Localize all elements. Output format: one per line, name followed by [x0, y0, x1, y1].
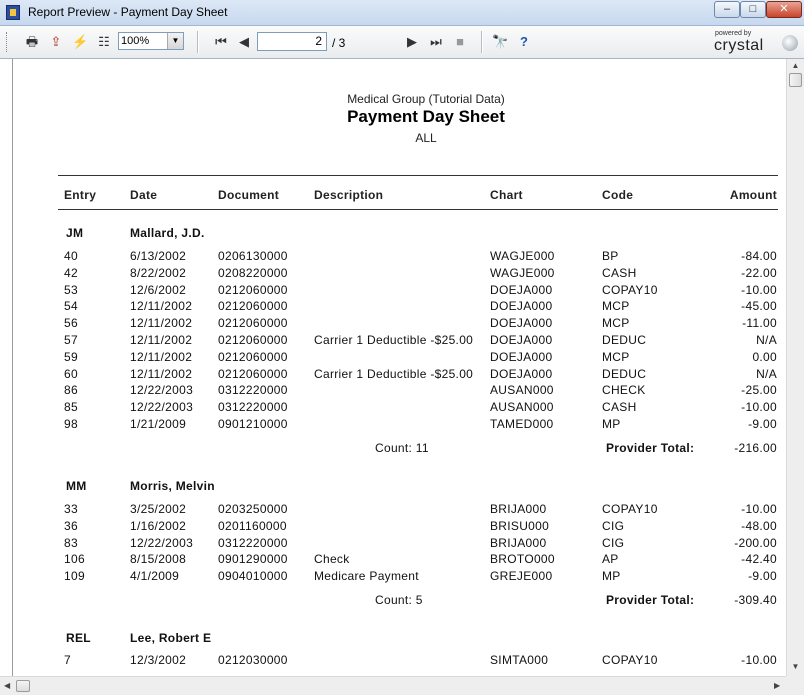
maximize-button[interactable]: □ — [740, 1, 766, 18]
provider-total-label: Provider Total: — [606, 441, 695, 455]
row-chart: BRISU000 — [490, 519, 550, 533]
first-page-icon[interactable]: ⏮ — [215, 34, 227, 49]
row-date: 12/11/2002 — [130, 299, 193, 313]
col-header-amount: Amount — [729, 188, 777, 202]
group-code: JM — [66, 226, 84, 240]
row-chart: BRIJA000 — [490, 502, 547, 516]
group-count: Count: 11 — [375, 441, 429, 455]
row-document: 0206130000 — [218, 249, 288, 263]
row-chart: DOEJA000 — [490, 367, 553, 381]
group-tree-icon[interactable]: ☷ — [98, 34, 110, 49]
col-header-code: Code — [602, 188, 634, 202]
row-code: CASH — [602, 400, 637, 414]
crystal-gem-icon — [782, 35, 798, 51]
report-title: Payment Day Sheet — [347, 107, 505, 126]
row-chart: AUSAN000 — [490, 400, 554, 414]
row-amount: N/A — [756, 333, 777, 347]
row-entry: 42 — [64, 266, 78, 280]
app-icon — [6, 5, 20, 20]
group-name: Lee, Robert E — [130, 631, 212, 645]
row-date: 12/11/2002 — [130, 367, 193, 381]
help-icon[interactable]: ? — [520, 34, 528, 49]
group-count: Count: 5 — [375, 593, 423, 607]
row-date: 6/13/2002 — [130, 249, 187, 263]
zoom-value: 100% — [121, 35, 150, 47]
row-document: 0203250000 — [218, 502, 288, 516]
row-amount: -48.00 — [741, 519, 777, 533]
row-chart: DOEJA000 — [490, 316, 553, 330]
row-date: 12/6/2002 — [130, 283, 187, 297]
print-icon[interactable]: 🖶 — [25, 34, 39, 49]
row-code: CIG — [602, 536, 625, 550]
row-entry: 60 — [64, 367, 78, 381]
row-date: 12/11/2002 — [130, 316, 193, 330]
row-code: CIG — [602, 519, 625, 533]
report-page — [13, 61, 786, 675]
col-header-document: Document — [218, 188, 280, 202]
row-code: DEDUC — [602, 333, 647, 347]
row-amount: -11.00 — [742, 316, 777, 330]
crystal-logo — [712, 29, 800, 57]
next-page-icon[interactable]: ▶ — [407, 34, 417, 49]
row-document: 0212060000 — [218, 367, 288, 381]
row-document: 0212030000 — [218, 653, 288, 667]
refresh-lightning-icon[interactable]: ⚡ — [72, 34, 89, 49]
row-amount: -10.00 — [741, 653, 777, 667]
row-date: 12/11/2002 — [130, 333, 193, 347]
row-entry: 59 — [64, 350, 78, 364]
row-entry: 86 — [64, 383, 78, 397]
row-code: MCP — [602, 316, 630, 330]
row-code: COPAY10 — [602, 502, 658, 516]
page-number-input[interactable]: 2 — [257, 32, 327, 51]
scroll-up-icon[interactable]: ▲ — [791, 61, 800, 70]
row-chart: WAGJE000 — [490, 249, 555, 263]
row-document: 0901290000 — [218, 552, 288, 566]
row-date: 12/22/2003 — [130, 400, 194, 414]
row-amount: -10.00 — [741, 283, 777, 297]
row-date: 8/22/2002 — [130, 266, 187, 280]
row-document: 0212060000 — [218, 283, 288, 297]
col-header-chart: Chart — [490, 188, 523, 202]
row-entry: 7 — [64, 653, 71, 667]
group-code: MM — [66, 479, 87, 493]
row-entry: 109 — [64, 569, 85, 583]
row-code: MP — [602, 417, 621, 431]
provider-total-label: Provider Total: — [606, 593, 695, 607]
report-subtitle: ALL — [415, 131, 437, 145]
toolbar-grip — [6, 32, 10, 52]
provider-total-value: -309.40 — [734, 593, 777, 607]
row-entry: 54 — [64, 299, 78, 313]
row-code: BP — [602, 249, 619, 263]
row-description: Medicare Payment — [314, 569, 419, 583]
row-amount: -42.40 — [741, 552, 777, 566]
row-code: MCP — [602, 350, 630, 364]
report-organization: Medical Group (Tutorial Data) — [347, 92, 505, 106]
row-description: Carrier 1 Deductible -$25.00 — [314, 333, 474, 347]
row-amount: -9.00 — [748, 569, 777, 583]
row-chart: DOEJA000 — [490, 299, 553, 313]
row-amount: -10.00 — [741, 502, 777, 516]
row-entry: 53 — [64, 283, 78, 297]
row-date: 1/21/2009 — [130, 417, 187, 431]
scroll-right-icon[interactable]: ▶ — [774, 681, 781, 690]
group-name: Mallard, J.D. — [130, 226, 205, 240]
row-entry: 83 — [64, 536, 78, 550]
row-document: 0312220000 — [218, 400, 288, 414]
row-amount: -10.00 — [741, 400, 777, 414]
row-document: 0901210000 — [218, 417, 288, 431]
row-date: 8/15/2008 — [130, 552, 187, 566]
row-document: 0312220000 — [218, 536, 288, 550]
row-document: 0208220000 — [218, 266, 288, 280]
row-code: AP — [602, 552, 619, 566]
row-date: 12/3/2002 — [130, 653, 187, 667]
scroll-down-icon[interactable]: ▼ — [791, 662, 800, 671]
stop-icon[interactable]: ■ — [456, 34, 464, 49]
row-amount: -200.00 — [734, 536, 777, 550]
row-amount: N/A — [756, 367, 777, 381]
row-amount: -9.00 — [748, 417, 777, 431]
row-description: Carrier 1 Deductible -$25.00 — [314, 367, 474, 381]
toolbar-separator — [197, 31, 198, 53]
row-code: COPAY10 — [602, 283, 658, 297]
row-date: 12/11/2002 — [130, 350, 193, 364]
row-amount: -22.00 — [741, 266, 777, 280]
row-document: 0904010000 — [218, 569, 288, 583]
page-count: / 3 — [332, 36, 346, 50]
row-code: COPAY10 — [602, 653, 658, 667]
row-entry: 40 — [64, 249, 78, 263]
vertical-scroll-thumb[interactable] — [789, 73, 802, 87]
row-chart: BROTO000 — [490, 552, 555, 566]
col-header-entry: Entry — [64, 188, 97, 202]
row-document: 0212060000 — [218, 350, 288, 364]
row-chart: AUSAN000 — [490, 383, 554, 397]
row-entry: 56 — [64, 316, 78, 330]
report-viewer[interactable] — [0, 59, 804, 695]
row-chart: DOEJA000 — [490, 333, 553, 347]
scrollbar-corner — [786, 676, 804, 695]
row-date: 4/1/2009 — [130, 569, 180, 583]
close-button[interactable]: ✕ — [766, 1, 802, 18]
chevron-down-icon[interactable]: ▼ — [167, 33, 183, 49]
row-document: 0312220000 — [218, 383, 288, 397]
row-amount: -45.00 — [741, 299, 777, 313]
provider-total-value: -216.00 — [734, 441, 777, 455]
row-document: 0212060000 — [218, 333, 288, 347]
row-date: 3/25/2002 — [130, 502, 187, 516]
zoom-select[interactable] — [118, 32, 184, 50]
row-document: 0212060000 — [218, 299, 288, 313]
row-document: 0212060000 — [218, 316, 288, 330]
row-amount: -84.00 — [741, 249, 777, 263]
previous-page-icon[interactable]: ◀ — [239, 34, 249, 49]
row-code: CASH — [602, 266, 637, 280]
scroll-left-icon[interactable]: ◀ — [4, 681, 11, 690]
row-code: CHECK — [602, 383, 646, 397]
row-entry: 33 — [64, 502, 78, 516]
row-entry: 106 — [64, 552, 85, 566]
row-date: 1/16/2002 — [130, 519, 187, 533]
group-code: REL — [66, 631, 91, 645]
col-header-description: Description — [314, 188, 384, 202]
row-chart: DOEJA000 — [490, 350, 553, 364]
row-chart: BRIJA000 — [490, 536, 547, 550]
row-entry: 57 — [64, 333, 78, 347]
row-date: 12/22/2003 — [130, 536, 194, 550]
horizontal-scrollbar[interactable] — [0, 676, 786, 695]
title-bar — [0, 0, 804, 26]
vertical-scrollbar[interactable] — [786, 59, 804, 676]
row-chart: SIMTA000 — [490, 653, 549, 667]
header-rule-bottom — [58, 209, 778, 210]
powered-by-text: powered by — [715, 30, 752, 37]
group-name: Morris, Melvin — [130, 479, 215, 493]
toolbar-separator — [481, 31, 482, 53]
row-document: 0201160000 — [218, 519, 287, 533]
row-chart: GREJE000 — [490, 569, 553, 583]
row-description: Check — [314, 552, 350, 566]
window-title: Report Preview - Payment Day Sheet — [28, 5, 228, 19]
header-rule-top — [58, 175, 778, 176]
row-entry: 98 — [64, 417, 78, 431]
row-date: 12/22/2003 — [130, 383, 194, 397]
export-icon[interactable]: ⇪ — [50, 34, 62, 49]
search-binoculars-icon[interactable]: 🔭 — [492, 34, 509, 49]
row-code: MCP — [602, 299, 630, 313]
row-chart: TAMED000 — [490, 417, 554, 431]
col-header-date: Date — [130, 188, 158, 202]
last-page-icon[interactable]: ⏭ — [430, 34, 442, 49]
minimize-button[interactable]: – — [714, 1, 740, 18]
row-amount: 0.00 — [752, 350, 777, 364]
toolbar — [0, 26, 804, 59]
row-entry: 36 — [64, 519, 78, 533]
row-entry: 85 — [64, 400, 78, 414]
row-code: MP — [602, 569, 621, 583]
row-code: DEDUC — [602, 367, 647, 381]
crystal-brand-text: crystal — [714, 37, 764, 54]
row-chart: DOEJA000 — [490, 283, 553, 297]
horizontal-scroll-thumb[interactable] — [16, 680, 30, 692]
row-amount: -25.00 — [741, 383, 777, 397]
row-chart: WAGJE000 — [490, 266, 555, 280]
